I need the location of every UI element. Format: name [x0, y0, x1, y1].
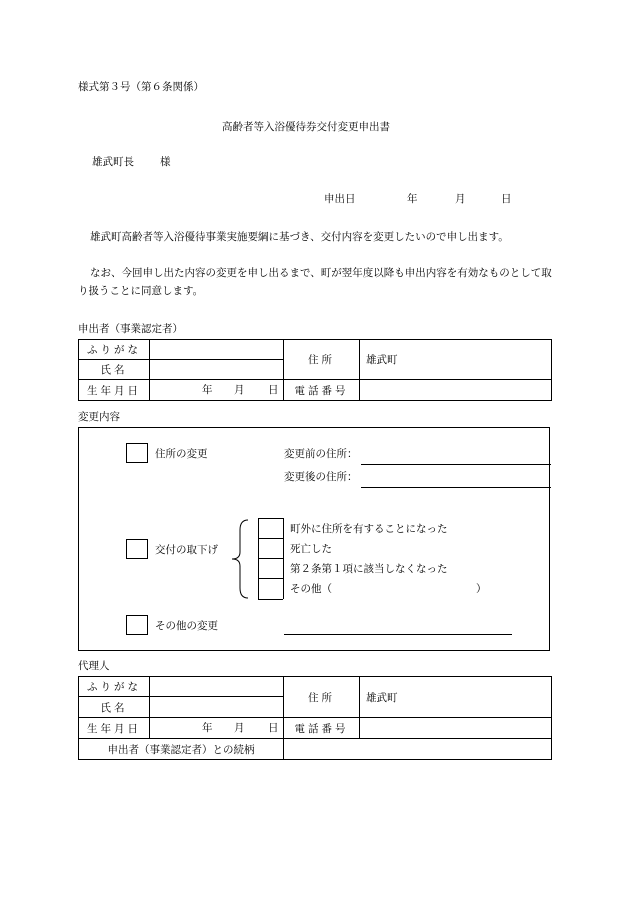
document-title: 高齢者等入浴優待券交付変更申出書 [222, 121, 390, 133]
address-before-label: 変更前の住所： [284, 448, 358, 460]
addressee-name: 雄武町長 [92, 156, 134, 168]
applicant-phone-label: 電話番号 [284, 380, 360, 401]
agent-name-label: 氏名 [79, 697, 150, 718]
agent-table [78, 676, 552, 760]
withdrawal-option-1: 町外に住所を有することになった [290, 523, 448, 535]
agent-phone-label: 電話番号 [284, 718, 360, 739]
withdrawal-options-bottom-border [258, 599, 283, 600]
withdrawal-other-close: ） [476, 583, 487, 595]
agent-name-field[interactable] [150, 697, 284, 718]
applicant-phone-field[interactable] [360, 380, 552, 401]
addressee-honorific: 様 [160, 156, 171, 168]
withdrawal-option-checkbox-2[interactable] [259, 539, 283, 558]
agent-heading: 代理人 [78, 660, 110, 672]
agent-furigana-field[interactable] [150, 677, 284, 697]
agent-birth-label: 生年月日 [79, 718, 150, 739]
date-label: 申出日 [324, 193, 356, 205]
applicant-furigana-label: ふりがな [79, 340, 150, 360]
agent-birth-month: 月 [234, 722, 245, 734]
changes-box [78, 427, 550, 651]
agent-relation-field[interactable] [284, 739, 552, 760]
address-after-label: 変更後の住所： [284, 471, 358, 483]
applicant-name-label: 氏名 [79, 360, 150, 380]
withdrawal-label: 交付の取下げ [155, 544, 218, 556]
withdrawal-option-3: 第２条第１項に該当しなくなった [290, 563, 448, 575]
agent-phone-field[interactable] [360, 718, 552, 739]
agent-relation-label: 申出者（事業認定者）との続柄 [79, 739, 284, 760]
other-change-label: その他の変更 [155, 620, 218, 632]
agent-birth-year: 年 [202, 722, 213, 734]
withdrawal-option-checkbox-4[interactable] [259, 579, 283, 599]
agent-birth-field[interactable] [150, 718, 284, 739]
applicant-address-field[interactable]: 雄武町 [360, 340, 552, 380]
withdrawal-option-4: その他（ [290, 583, 332, 595]
applicant-birth-field[interactable] [150, 380, 284, 401]
applicant-birth-year: 年 [202, 384, 213, 396]
withdrawal-checkbox[interactable] [126, 539, 148, 559]
withdrawal-option-2: 死亡した [290, 543, 332, 555]
applicant-name-field[interactable] [150, 360, 284, 380]
applicant-birth-label: 生年月日 [79, 380, 150, 401]
applicant-birth-day: 日 [268, 384, 279, 396]
applicant-birth-month: 月 [234, 384, 245, 396]
form-number: 様式第３号（第６条関係） [78, 81, 204, 93]
address-after-line[interactable] [361, 487, 551, 488]
address-change-label: 住所の変更 [155, 448, 208, 460]
other-change-line[interactable] [284, 634, 512, 635]
agent-address-field[interactable]: 雄武町 [360, 677, 552, 718]
withdrawal-option-checkbox-1[interactable] [259, 519, 283, 538]
agent-furigana-label: ふりがな [79, 677, 150, 697]
applicant-furigana-field[interactable] [150, 340, 284, 360]
date-month: 月 [455, 193, 466, 205]
body-paragraph-2: なお、今回申し出た内容の変更を申し出るまで、町が翌年度以降も申出内容を有効なものとして取り扱うことに同意します。 [78, 267, 552, 297]
withdrawal-options-right-border [283, 518, 284, 599]
applicant-heading: 申出者（事業認定者） [78, 323, 183, 335]
date-day: 日 [501, 193, 512, 205]
applicant-address-label: 住所 [284, 340, 360, 380]
body-paragraph-1: 雄武町高齢者等入浴優待事業実施要綱に基づき、交付内容を変更したいので申し出ます。 [90, 231, 509, 243]
agent-address-label: 住所 [284, 677, 360, 718]
brace-icon [228, 518, 252, 600]
other-change-checkbox[interactable] [126, 615, 148, 635]
address-before-line[interactable] [361, 464, 551, 465]
changes-heading: 変更内容 [78, 411, 120, 423]
agent-birth-day: 日 [268, 722, 279, 734]
withdrawal-option-checkbox-3[interactable] [259, 559, 283, 578]
applicant-table [78, 339, 552, 401]
address-change-checkbox[interactable] [126, 443, 148, 463]
date-year: 年 [407, 193, 418, 205]
